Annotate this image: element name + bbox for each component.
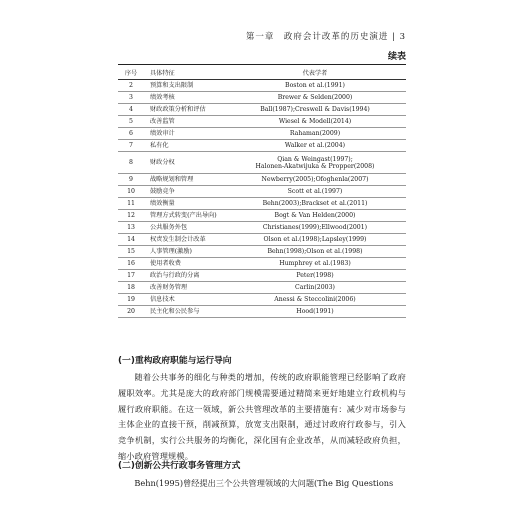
scholar-citation: Hood(1991) (296, 308, 334, 315)
table-row (118, 258, 406, 270)
column-header-scholars: 代表学者 (224, 65, 406, 80)
section-heading-2: (二)创新公共行政事务管理方式 (118, 461, 241, 471)
table-row (118, 234, 406, 246)
scholar-citation: Rahaman(2009) (289, 130, 341, 137)
scholar-citation: Behn(2003);Brackset et al.(2011) (262, 200, 368, 207)
table-row (118, 294, 406, 306)
row-number: 10 (118, 186, 144, 198)
row-feature: 政治与行政的分离 (144, 270, 224, 282)
column-header-feature: 具体特征 (144, 65, 224, 80)
row-number: 18 (118, 282, 144, 294)
scholar-citation: Humphrey et al.(1983) (279, 260, 351, 267)
scholar-citation: Brewer & Selden(2000) (277, 94, 353, 101)
scholar-citation: Behn(1998);Olson et al.(1998) (267, 248, 363, 255)
row-feature: 鼓励竞争 (144, 186, 224, 198)
table-row (118, 306, 406, 318)
row-scholars (224, 116, 406, 128)
row-scholars (224, 294, 406, 306)
row-feature: 绩效考核 (144, 92, 224, 104)
table-row (118, 104, 406, 116)
row-number: 17 (118, 270, 144, 282)
scholar-citation: Newberry(2005);Ofoghenla(2007) (261, 176, 369, 183)
table-row (118, 174, 406, 186)
row-scholars (224, 174, 406, 186)
row-number: 16 (118, 258, 144, 270)
row-scholars (224, 210, 406, 222)
table-row (118, 152, 406, 174)
row-feature: 权责发生制会计改革 (144, 234, 224, 246)
scholar-citation: Anessi & Steccolini(2006) (274, 296, 356, 303)
table-row (118, 246, 406, 258)
row-number: 5 (118, 116, 144, 128)
row-scholars (224, 258, 406, 270)
row-number: 15 (118, 246, 144, 258)
row-scholars (224, 306, 406, 318)
row-feature: 信息技术 (144, 294, 224, 306)
scholar-citation: Wiesel & Modell(2014) (278, 118, 352, 125)
running-header: 第一章 政府会计改革的历史演进 | 3 (245, 32, 406, 42)
table-row (118, 270, 406, 282)
section-heading-1: (一)重构政府职能与运行导向 (118, 356, 232, 366)
row-feature: 财政分权 (144, 152, 224, 174)
row-scholars (224, 198, 406, 210)
table-row (118, 222, 406, 234)
scholar-citation: Scott et al.(1997) (287, 188, 343, 195)
row-number: 2 (118, 80, 144, 92)
row-number: 3 (118, 92, 144, 104)
row-feature: 人事管理(激励) (144, 246, 224, 258)
scholar-citation: Ball(1987);Creswell & Davis(1994) (260, 106, 370, 113)
scholar-citation: Olson et al.(1998);Lapsley(1999) (263, 236, 367, 243)
row-feature: 管理方式转变(产出导向) (144, 210, 224, 222)
row-number: 6 (118, 128, 144, 140)
table-row (118, 282, 406, 294)
row-number: 4 (118, 104, 144, 116)
row-scholars (224, 246, 406, 258)
table-row (118, 210, 406, 222)
scholar-citation: Peter(1998) (296, 272, 334, 279)
row-feature: 绩效审计 (144, 128, 224, 140)
row-feature: 改善财务管理 (144, 282, 224, 294)
table-row (118, 186, 406, 198)
row-number: 8 (118, 152, 144, 174)
row-number: 14 (118, 234, 144, 246)
continued-label: 续表 (387, 52, 406, 62)
scholars-table (118, 64, 406, 318)
table-body (118, 80, 406, 318)
table-row (118, 80, 406, 92)
row-scholars (224, 140, 406, 152)
row-scholars (224, 186, 406, 198)
section-paragraph-2: Behn(1995)曾经提出三个公共管理领域的大问题(The Big Questions (134, 478, 394, 488)
row-feature: 公共服务外包 (144, 222, 224, 234)
scholar-citation: Bogt & Van Helden(2000) (274, 212, 356, 219)
row-feature: 民主化和公民参与 (144, 306, 224, 318)
table-row (118, 140, 406, 152)
scholar-citation: Boston et al.(1991) (285, 82, 345, 89)
row-number: 13 (118, 222, 144, 234)
row-scholars (224, 92, 406, 104)
scholar-citation: Halonen-Akatwijuka & Propper(2008) (255, 162, 375, 170)
table-row (118, 116, 406, 128)
row-scholars (224, 282, 406, 294)
table-row (118, 128, 406, 140)
row-feature: 财政政策分析和评估 (144, 104, 224, 116)
table-row (118, 92, 406, 104)
row-number: 11 (118, 198, 144, 210)
scholar-citation: Qian & Weingast(1997); (277, 155, 353, 163)
row-feature: 绩效衡量 (144, 198, 224, 210)
scholar-citation: Christianes(1999);Ellwood(2001) (262, 224, 368, 231)
row-scholars (224, 128, 406, 140)
scholar-citation: Walker et al.(2004) (284, 142, 346, 149)
row-feature: 改善监管 (144, 116, 224, 128)
row-scholars (224, 104, 406, 116)
row-number: 20 (118, 306, 144, 318)
row-number: 7 (118, 140, 144, 152)
section-paragraph-1: 随着公共事务的细化与种类的增加，传统的政府职能管理已经影响了政府履职效率。尤其是庞大的政府部门规模需要通过精简来更好地建立行政机构与履行政府职能。在这一领域，新公共管理改革的主要措施有：减少对市场参与主体企业的直接干预，削减预算，放宽支出限制，通过讨政府行政参与，引入竞争机制，实行公共服务的均衡化，深化国有企业改革，从而减轻政府负担，缩小政府管理规模。 (118, 372, 406, 461)
row-number: 9 (118, 174, 144, 186)
row-feature: 预算和支出限制 (144, 80, 224, 92)
table-header-row (118, 65, 406, 80)
table-row (118, 198, 406, 210)
row-number: 12 (118, 210, 144, 222)
column-header-number: 序号 (118, 65, 144, 80)
row-scholars (224, 234, 406, 246)
row-feature: 使用者收费 (144, 258, 224, 270)
row-feature: 私有化 (144, 140, 224, 152)
row-scholars (224, 222, 406, 234)
scholar-citation: Carlin(2003) (295, 284, 335, 291)
row-scholars (224, 80, 406, 92)
row-feature: 战略规划和管理 (144, 174, 224, 186)
row-scholars (224, 270, 406, 282)
row-scholars (224, 152, 406, 174)
row-number: 19 (118, 294, 144, 306)
